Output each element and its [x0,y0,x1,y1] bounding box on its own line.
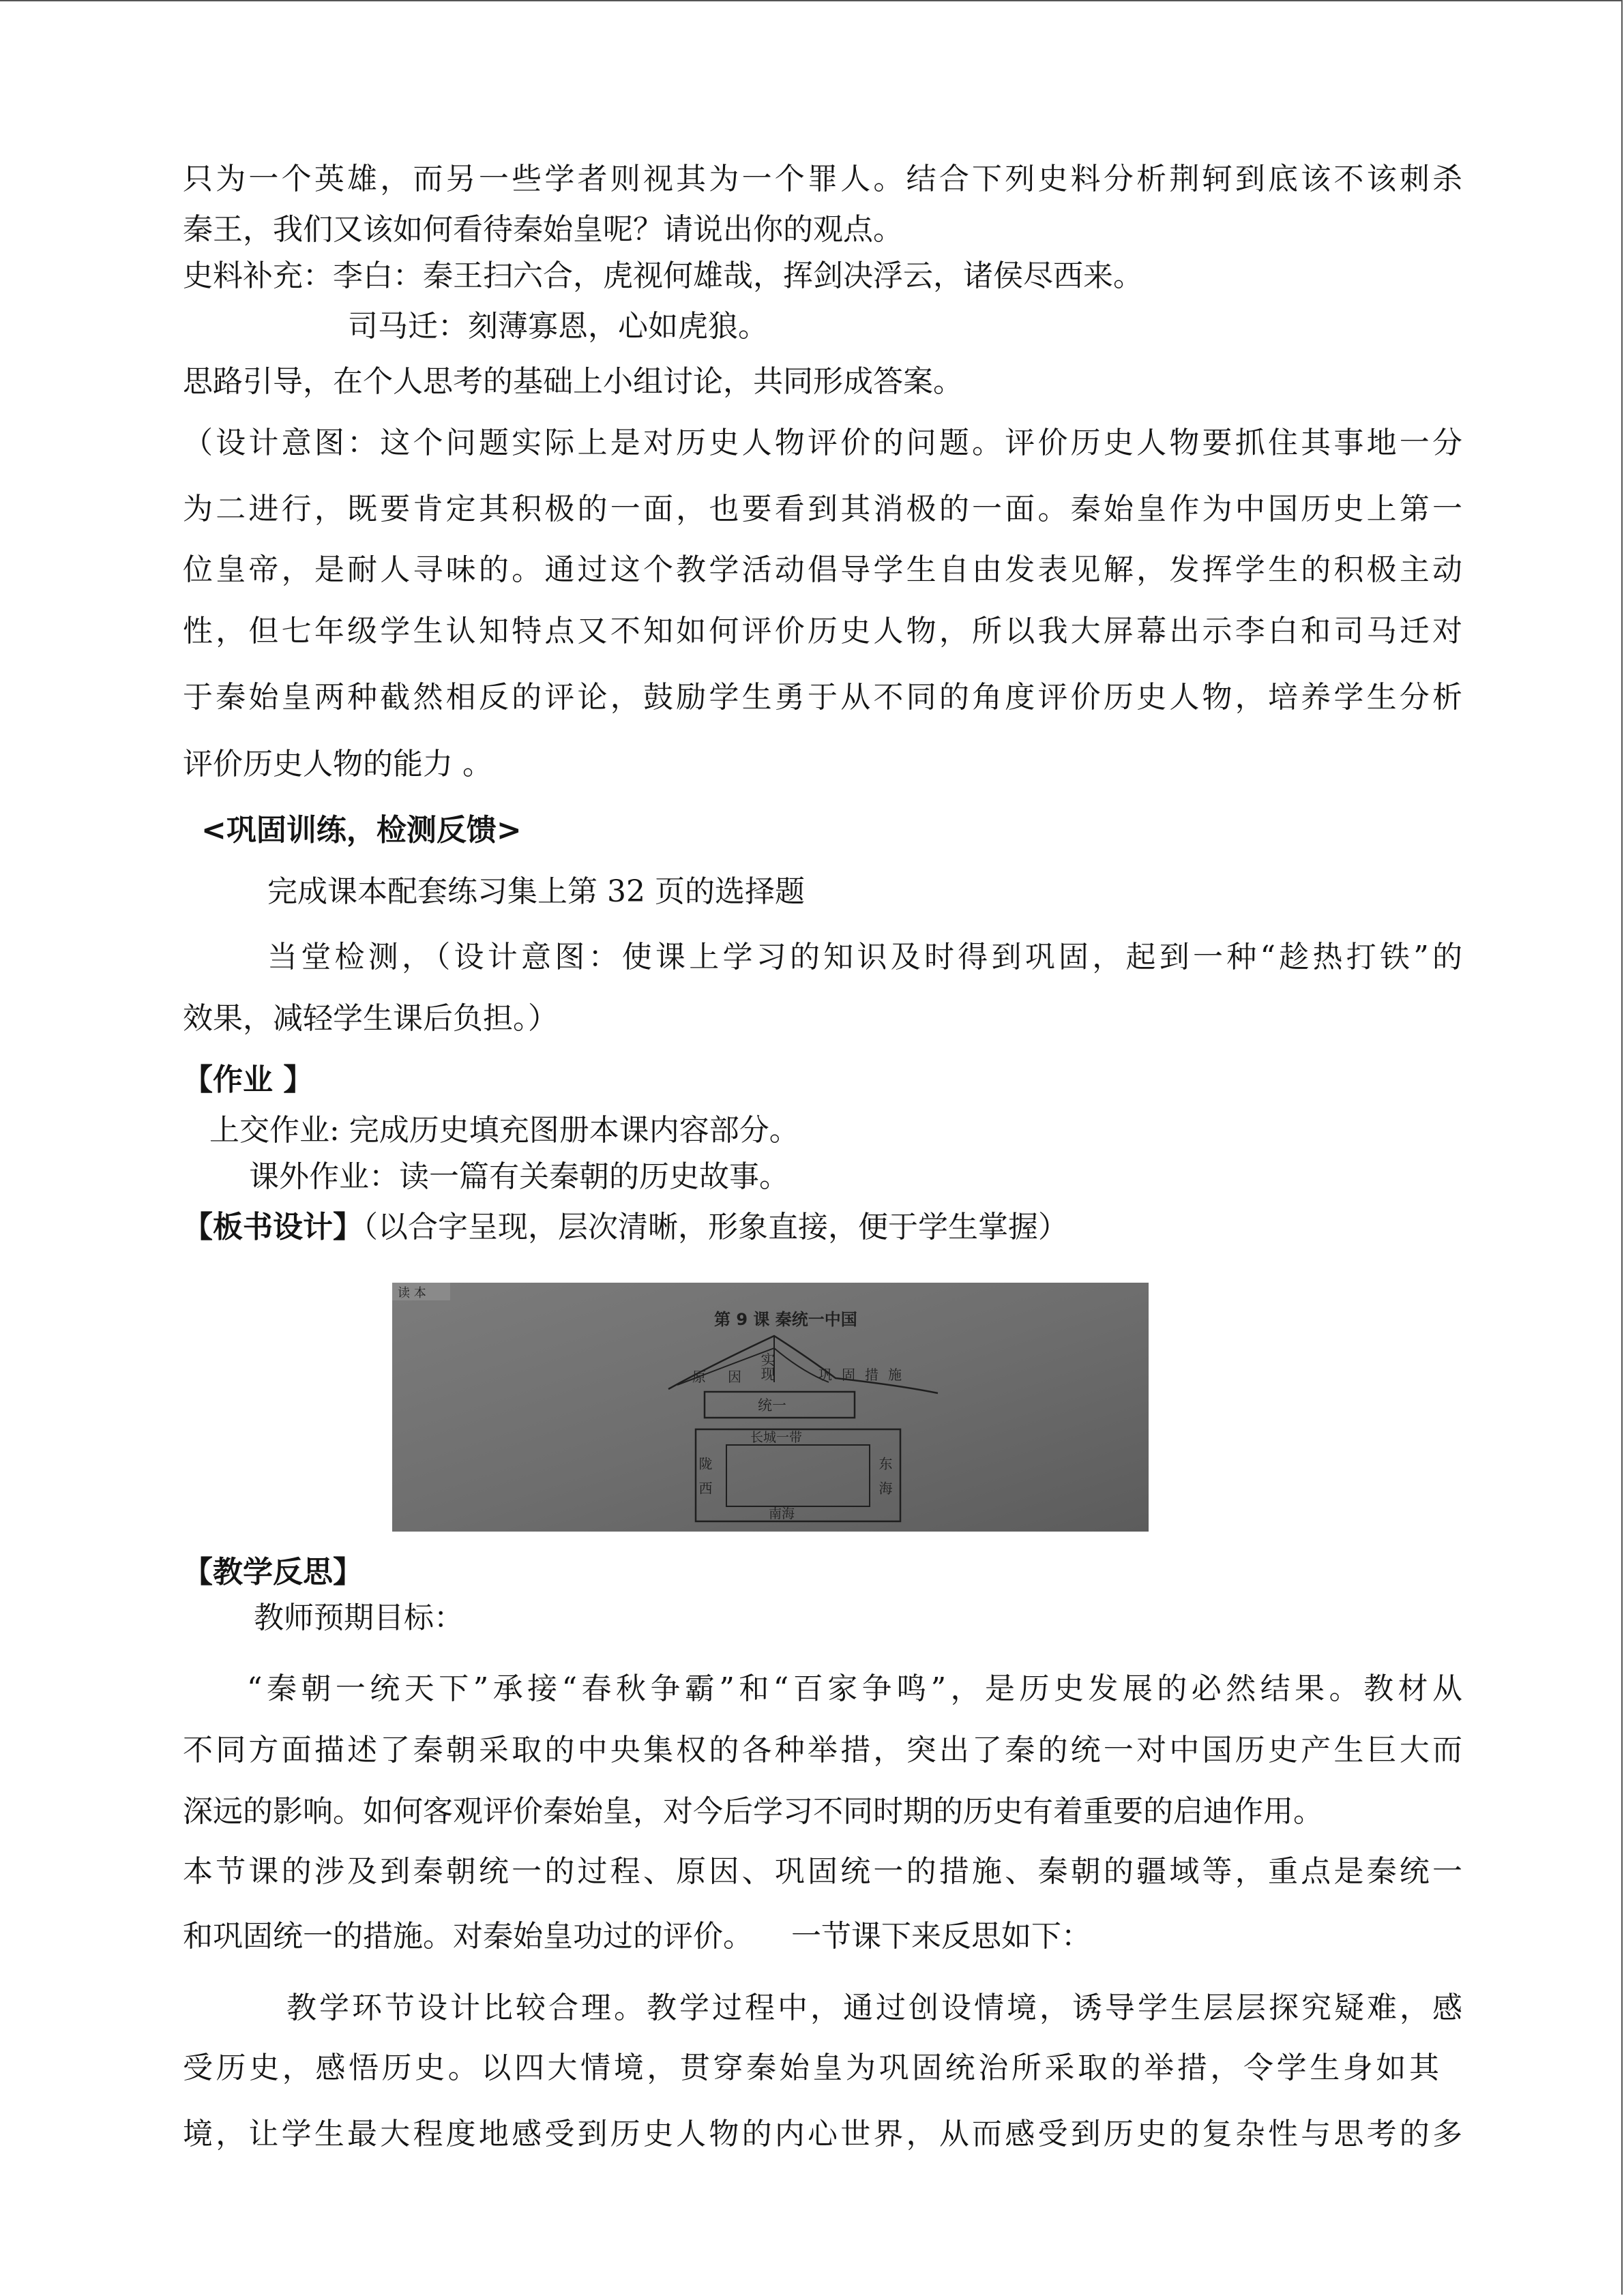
reflection-line: “秦朝一统天下”承接“春秋争霸”和“百家争鸣”，是历史发展的必然结果。教材从 [247,1671,1462,1706]
section-heading-blackboard: 【板书设计】 [183,1210,363,1244]
homework-extra: 课外作业：读一篇有关秦朝的历史故事。 [249,1159,789,1194]
design-intent-line: 评价历史人物的能力 。 [183,747,492,781]
blackboard-design-line [183,1207,1068,1248]
photo-center-top: 实现 [759,1352,776,1381]
homework-submit: 上交作业: 完成历史填充图册本课内容部分。 [209,1113,799,1148]
reflection-line: 本节课的涉及到秦朝统一的过程、原因、巩固统一的措施、秦朝的疆域等，重点是秦统一 [183,1854,1462,1889]
reflection-line: 教学环节设计比较合理。教学过程中，通过创设情境，诱导学生层层探究疑难，感 [286,1991,1462,2025]
design-intent-line: 性，但七年级学生认知特点又不知如何评价历史人物，所以我大屏幕出示李白和司马迁对 [183,614,1462,648]
paragraph-line: 秦王，我们又该如何看待秦始皇呢？请说出你的观点。 [183,212,903,247]
photo-left-border: 陇西 [696,1457,713,1506]
blackboard-diagram-photo [392,1283,1149,1532]
blackboard-design-note: （以合字呈现，层次清晰，形象直接，便于学生掌握） [363,1210,1068,1244]
section-heading-reflection: 【教学反思】 [183,1555,363,1590]
reflection-line: 和巩固统一的措施。对秦始皇功过的评价。 一节课下来反思如下： [183,1919,1091,1954]
section-heading-homework: 【作业 】 [183,1062,314,1097]
reflection-line: 受历史，感悟历史。以四大情境，贯穿秦始皇为巩固统治所采取的举措，令学生身如其 [183,2051,1439,2085]
design-intent-line: 为二进行，既要肯定其积极的一面，也要看到其消极的一面。秦始皇作为中国历史上第一 [183,492,1462,526]
section-heading-consolidation: <巩固训练，检测反馈> [201,813,522,848]
photo-corner-label: 读 本 [398,1286,426,1300]
thinking-guide: 思路引导，在个人思考的基础上小组讨论，共同形成答案。 [183,364,963,399]
design-intent-line: 位皇帝，是耐人寻味的。通过这个教学活动倡导学生自由发表见解，发挥学生的积极主动 [183,552,1462,587]
photo-top-border: 长城一带 [750,1430,803,1445]
design-intent-line: 于秦始皇两种截然相反的评论，鼓励学生勇于从不同的角度评价历史人物，培养学生分析 [183,680,1462,715]
classroom-check-line: 当堂检测，（设计意图：使课上学习的知识及时得到巩固，起到一种“趁热打铁”的 [267,940,1462,974]
photo-bottom-border: 南海 [769,1506,795,1521]
photo-right-branch: 巩固措施 [818,1367,911,1383]
blackboard-diagram [392,1283,1149,1532]
photo-lesson-title: 第 9 课 秦统一中国 [714,1310,857,1329]
reflection-line: 深远的影响。如何客观评价秦始皇，对今后学习不同时期的历史有着重要的启迪作用。 [183,1794,1323,1829]
reflection-line: 不同方面描述了秦朝采取的中央集权的各种举措，突出了秦的统一对中国历史产生巨大而 [183,1733,1462,1768]
source-quote-simaqian: 司马迁：刻薄寡恩，心如虎狼。 [348,309,768,344]
source-supplement-label: 史料补充：李白：秦王扫六合，虎视何雄哉，挥剑决浮云，诸侯尽西来。 [183,258,1143,293]
teacher-goal-label: 教师预期目标： [254,1600,464,1635]
design-intent-line: （设计意图：这个问题实际上是对历史人物评价的问题。评价历史人物要抓住其事地一分 [183,426,1462,460]
exercise-line: 完成课本配套练习集上第 32 页的选择题 [267,874,805,909]
photo-beam: 统一 [758,1397,786,1414]
reflection-line: 境，让学生最大程度地感受到历史人物的内心世界，从而感受到历史的复杂性与思考的多 [183,2117,1462,2151]
photo-right-border: 东海 [876,1457,893,1506]
classroom-check-line: 效果，减轻学生课后负担。） [183,1001,558,1036]
paragraph-line: 只为一个英雄，而另一些学者则视其为一个罪人。结合下列史料分析荆轲到底该不该刺杀 [183,162,1462,196]
photo-left-branch: 原因 [692,1369,763,1385]
